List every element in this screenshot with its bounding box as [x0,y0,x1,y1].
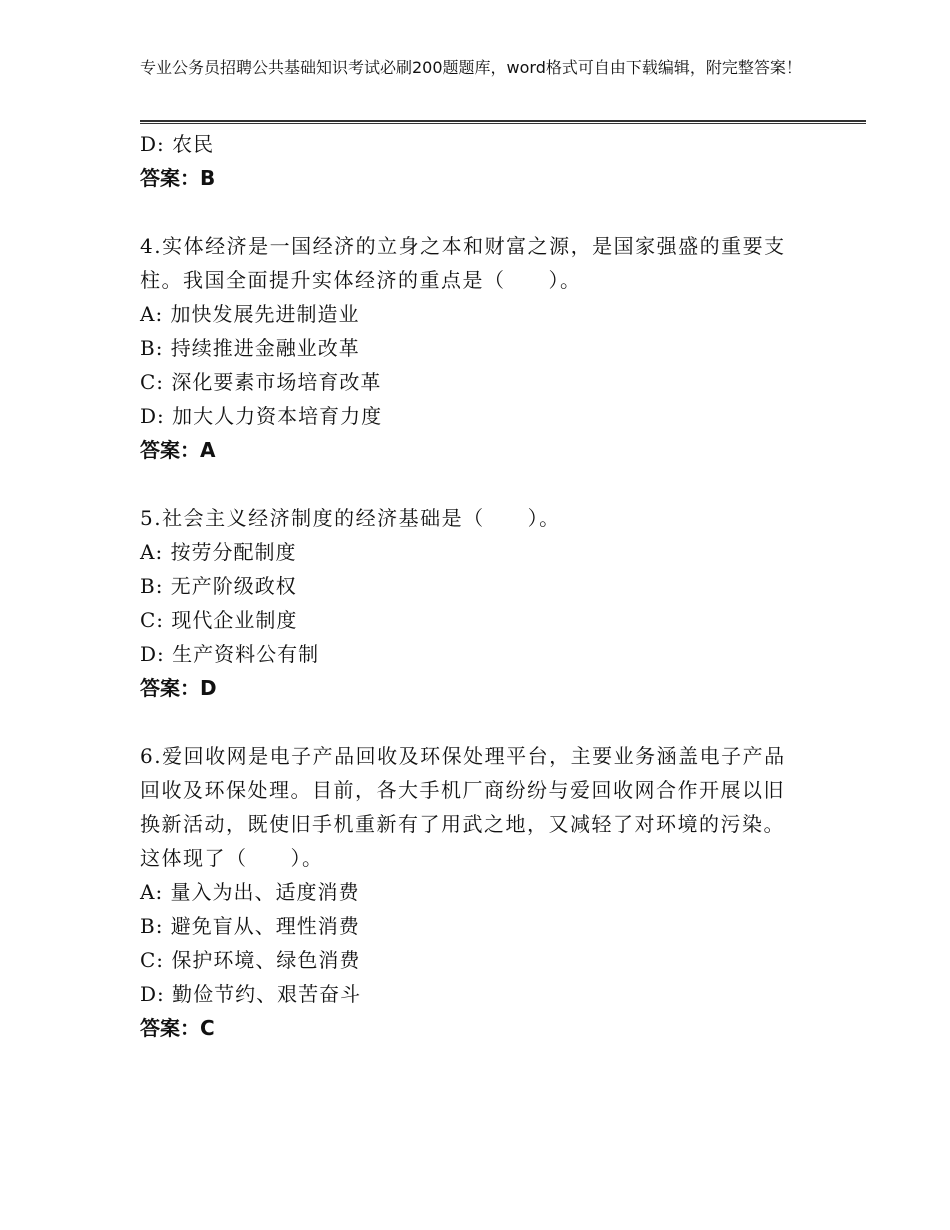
prev-option-d: D: 农民 [140,132,215,156]
option-b: B: 无产阶级政权 [140,574,297,598]
option-a: A: 按劳分配制度 [140,540,297,564]
question-stem: 4.实体经济是一国经济的立身之本和财富之源，是国家强盛的重要支柱。我国全面提升实体经济的重点是（ ）。 [140,234,786,292]
option-b: B: 避免盲从、理性消费 [140,914,360,938]
option-a: A: 量入为出、适度消费 [140,880,360,904]
spacer [140,467,800,501]
question-stem: 5.社会主义经济制度的经济基础是（ ）。 [140,506,561,530]
spacer [140,705,800,739]
document-header: 专业公务员招聘公共基础知识考试必刷200题题库，word格式可自由下载编辑，附完整答案！ [140,58,802,77]
answer: 答案：C [140,1016,215,1040]
prev-answer: 答案：B [140,166,216,190]
option-d: D: 勤俭节约、艰苦奋斗 [140,982,362,1006]
question-5 [140,501,800,705]
question-stem: 6.爱回收网是电子产品回收及环保处理平台，主要业务涵盖电子产品回收及环保处理。目前，各大手机厂商纷纷与爱回收网合作开展以旧换新活动，既使旧手机重新有了用武之地，又减轻了对环境的污染。这体现了（ ）。 [140,744,786,870]
answer: 答案：A [140,438,216,462]
option-c: C: 保护环境、绿色消费 [140,948,361,972]
question-list [140,127,800,1045]
option-d: D: 生产资料公有制 [140,642,320,666]
option-b: B: 持续推进金融业改革 [140,336,360,360]
option-d: D: 加大人力资本培育力度 [140,404,383,428]
option-c: C: 现代企业制度 [140,608,298,632]
option-c: C: 深化要素市场培育改革 [140,370,382,394]
question-6 [140,739,800,1045]
answer: 答案：D [140,676,217,700]
spacer [140,195,800,229]
header-divider [140,120,866,124]
question-4 [140,229,800,467]
option-a: A: 加快发展先进制造业 [140,302,360,326]
